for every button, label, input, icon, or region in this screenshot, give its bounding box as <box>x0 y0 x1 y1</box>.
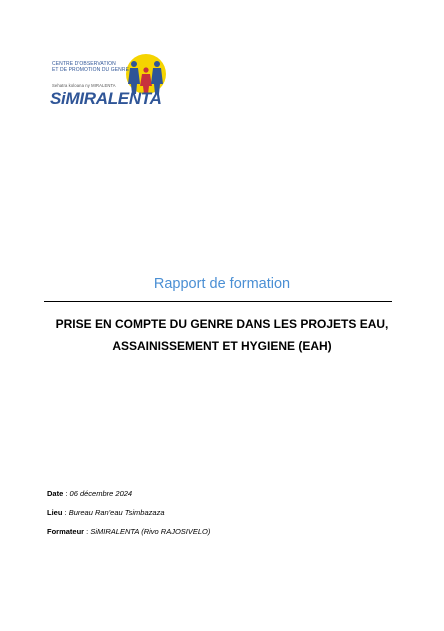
report-title-line1: PRISE EN COMPTE DU GENRE DANS LES PROJETS EAU, <box>55 317 389 331</box>
date-value: 06 décembre 2024 <box>69 489 133 498</box>
date-label: Date <box>47 489 64 498</box>
logo-text-line1: CENTRE D'OBSERVATION <box>52 61 116 67</box>
report-title <box>44 313 400 357</box>
info-lieu <box>47 508 165 517</box>
report-title-line2: ASSAINISSEMENT ET HYGIENE (EAH) <box>112 339 332 353</box>
simiralenta-logo <box>48 50 168 112</box>
lieu-separator: : <box>62 508 69 517</box>
date-separator: : <box>63 489 70 498</box>
logo-text-line2: ET DE PROMOTION DU GENRE <box>52 67 130 73</box>
formateur-label: Formateur <box>47 527 85 536</box>
document-type-heading: Rapport de formation <box>153 276 291 292</box>
info-date <box>47 489 132 498</box>
title-divider <box>44 301 392 302</box>
formateur-value: SiMIRALENTA (Rivo RAJOSIVELO) <box>90 527 211 536</box>
logo-text-line3: Sehatra koloana ny MIRALENTA <box>52 83 116 88</box>
lieu-label: Lieu <box>47 508 63 517</box>
logo-brand-name: SiMIRALENTA <box>50 89 162 108</box>
lieu-value: Bureau Ran'eau Tsimbazaza <box>68 508 165 517</box>
info-formateur <box>47 527 210 536</box>
formateur-separator: : <box>84 527 91 536</box>
